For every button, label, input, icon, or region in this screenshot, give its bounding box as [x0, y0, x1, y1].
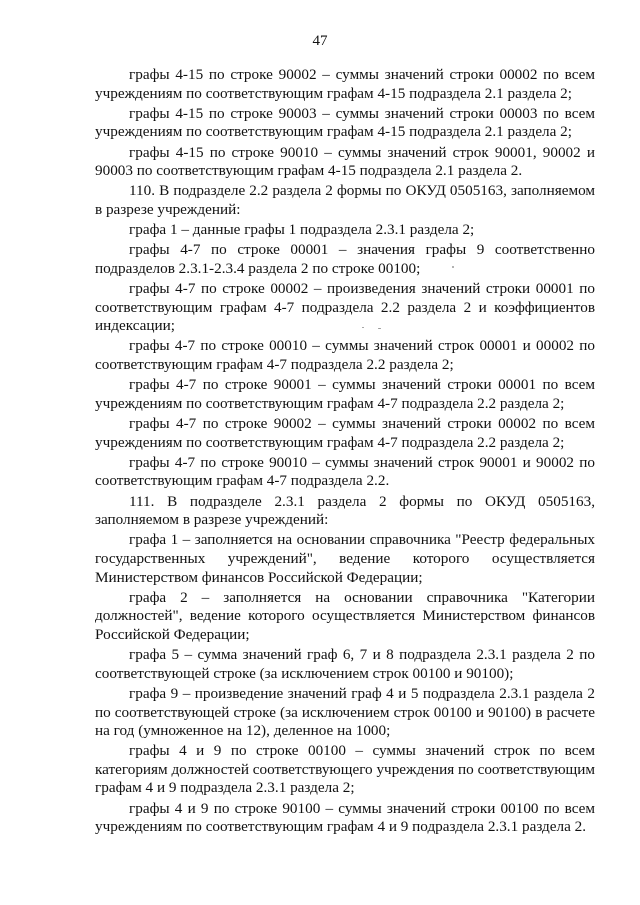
paragraph-graph-1-registry: графа 1 – заполняется на основании справочника "Реестр федеральных государственных учреждений", ведение которого осуществляется Министерством финансов Российской Федерации; [95, 531, 595, 586]
paragraph-graphs-4-9-row-90100: графы 4 и 9 по строке 90100 – суммы значений строки 00100 по всем учреждениям по соответствующим графам 4 и 9 подраздела 2.3.1 раздела 2. [95, 799, 595, 836]
paragraph-graphs-4-15-row-90003: графы 4-15 по строке 90003 – суммы значений строки 00003 по всем учреждениям по соответствующим графам 4-15 подраздела 2.1 раздела 2; [95, 104, 595, 141]
paragraph-graphs-4-7-row-90002: графы 4-7 по строке 90002 – суммы значений строки 00002 по всем учреждениям по соответствующим графам 4-7 подраздела 2.2 раздела 2; [95, 415, 595, 451]
paragraph-graphs-4-15-row-90002: графы 4-15 по строке 90002 – суммы значений строки 00002 по всем учреждениям по соответствующим графам 4-15 подраздела 2.1 раздела 2; [95, 66, 595, 102]
scan-speck [362, 327, 364, 328]
paragraph-graph-5-sum: графа 5 – сумма значений граф 6, 7 и 8 подраздела 2.3.1 раздела 2 по соответствующей строке (за исключением строк 00100 и 90100); [95, 646, 595, 682]
scan-speck [378, 328, 381, 329]
paragraph-clause-111: 111. В подразделе 2.3.1 раздела 2 формы по ОКУД 0505163, заполняемом в разрезе учреждений: [95, 492, 595, 529]
document-body [95, 66, 595, 838]
paragraph-graphs-4-7-row-00010: графы 4-7 по строке 00010 – суммы значений строк 00001 и 00002 по соответствующим графам 4-7 подраздела 2.2 раздела 2; [95, 337, 595, 374]
paragraph-graphs-4-7-row-90010: графы 4-7 по строке 90010 – суммы значений строк 90001 и 90002 по соответствующим графам 4-7 подраздела 2.2. [95, 453, 595, 490]
paragraph-graphs-4-7-row-00002: графы 4-7 по строке 00002 – произведения значений строки 00001 по соответствующим графам 4-7 подраздела 2.2 раздела 2 и коэффициентов индексации; [95, 280, 595, 335]
scan-speck [452, 266, 454, 268]
paragraph-graph-1-subsection-2-2: графа 1 – данные графы 1 подраздела 2.3.1 раздела 2; [129, 221, 475, 239]
paragraph-graphs-4-7-row-90001: графы 4-7 по строке 90001 – суммы значений строки 00001 по всем учреждениям по соответствующим графам 4-7 подраздела 2.2 раздела 2; [95, 376, 595, 412]
paragraph-graphs-4-7-row-00001: графы 4-7 по строке 00001 – значения графы 9 соответственно подразделов 2.3.1-2.3.4 раздела 2 по строке 00100; [95, 241, 595, 277]
paragraph-graph-9-product: графа 9 – произведение значений граф 4 и 5 подраздела 2.3.1 раздела 2 по соответствующей строке (за исключением строк 00100 и 90100) в расчете на год (умноженное на 12), деленное на 1000; [95, 684, 595, 740]
paragraph-graph-2-categories: графа 2 – заполняется на основании справочника "Категории должностей", ведение которого осуществляется Министерством финансов Российской Федерации; [95, 588, 595, 643]
page-number: 47 [312, 33, 328, 49]
paragraph-clause-110: 110. В подразделе 2.2 раздела 2 формы по ОКУД 0505163, заполняемом в разрезе учреждений: [95, 182, 595, 218]
paragraph-graphs-4-15-row-90010: графы 4-15 по строке 90010 – суммы значений строк 90001, 90002 и 90003 по соответствующим графам 4-15 подраздела 2.1 раздела 2. [95, 143, 595, 180]
paragraph-graphs-4-9-row-00100: графы 4 и 9 по строке 00100 – суммы значений строк по всем категориям должностей соответствующего учреждения по соответствующим графам 4 и 9 подраздела 2.3.1 раздела 2; [95, 742, 595, 797]
